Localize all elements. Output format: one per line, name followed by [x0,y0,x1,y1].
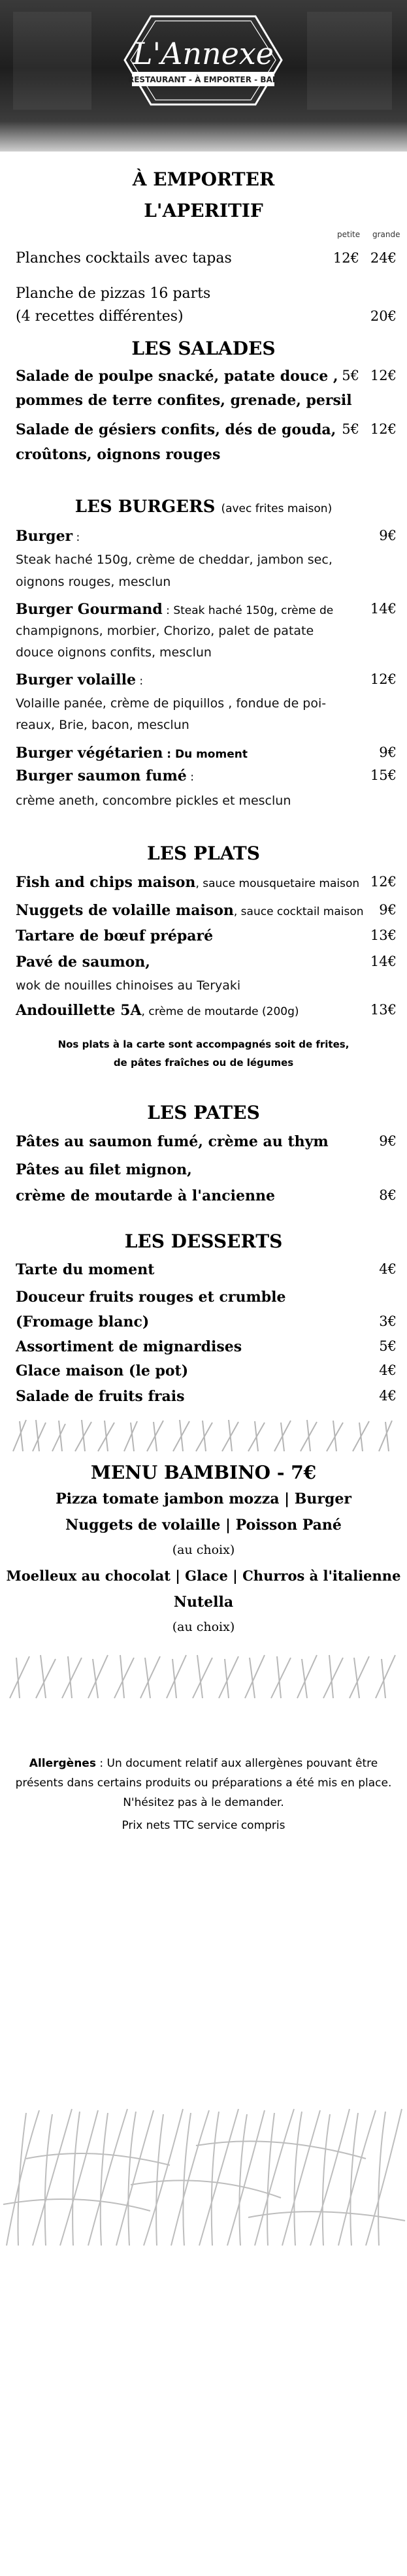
logo-name: L'Annexe [132,36,274,71]
burger-5-title [16,767,194,784]
burger-name: Burger végétarien [16,745,163,762]
price: 15€ [370,767,397,783]
prix-nets: Prix nets TTC service compris [122,1819,285,1832]
price: 4€ [379,1261,397,1277]
pates-2-line1: Pâtes au filet mignon, [16,1161,192,1178]
burgers-title-text: LES BURGERS [74,497,216,517]
salade-1-line1: Salade de poulpe snacké, patate douce , [16,368,338,385]
burger-sep: : Steak haché 150g, crème de [162,604,334,617]
title-emporter: À EMPORTER [132,169,275,190]
price: 12€ [370,671,397,687]
col-grande: grande [372,230,400,239]
burger-1-title [16,528,80,545]
aperitif-item-pizzas: Planche de pizzas 16 parts [16,285,211,302]
pates-2-line2: crème de moutarde à l'ancienne [16,1187,275,1204]
salade-2-line2: croûtons, oignons rouges [16,446,221,463]
title-plats: LES PLATS [147,843,260,864]
price: 9€ [379,1133,397,1149]
price-petite: 12€ [333,250,359,266]
plat-5 [16,1002,299,1019]
plat-1 [16,874,359,891]
logo-tagline: RESTAURANT - À EMPORTER - BAR [127,75,279,84]
burger-name: Burger [16,528,73,545]
burger-name: Burger volaille [16,671,136,688]
price: 8€ [379,1187,397,1203]
allergen-line-3: N'hésitez pas à le demander. [123,1796,284,1809]
title-burgers [0,497,407,517]
plats-note-2: de pâtes fraîches ou de légumes [113,1057,294,1069]
price-grande: 12€ [370,368,397,383]
burger-4-title [16,745,248,762]
plat-4: Pavé de saumon, [16,954,150,971]
allergen-label: Allergènes [29,1757,96,1770]
bambino-choix-2: (au choix) [172,1620,235,1634]
plat-sub: , sauce mousquetaire maison [195,877,360,890]
price: 3€ [379,1313,397,1329]
price: 4€ [379,1362,397,1378]
dessert-5: Salade de fruits frais [16,1388,185,1405]
allergen-text: : Un document relatif aux allergènes pouvant être [95,1757,378,1770]
decorative-grass-band [0,1419,407,1453]
burger-3-desc-1: Volaille panée, crème de piquillos , fondue de poi- [16,696,327,711]
burger-2-desc-2: douce oignons confits, mesclun [16,645,212,660]
header-banner [0,0,407,152]
burger-name: Burger Gourmand [16,601,163,618]
bambino-line-4: Nutella [173,1594,234,1611]
price: 14€ [370,601,397,617]
col-petite: petite [337,230,361,239]
dessert-4: Glace maison (le pot) [16,1362,189,1379]
price: 9€ [379,745,397,760]
price: 20€ [370,308,397,324]
title-desserts: LES DESSERTS [124,1231,283,1252]
burger-sep: : Du moment [163,748,248,761]
salade-1-line2: pommes de terre confites, grenade, persil [16,392,352,409]
bambino-line-3: Moelleux au chocolat | Glace | Churros à l'italienne [6,1568,401,1584]
burger-sep: : [73,531,80,544]
burger-1-desc-2: oignons rouges, mesclun [16,575,171,589]
plat-2 [16,902,364,919]
burger-2-title [16,601,333,618]
bambino-choix-1: (au choix) [172,1543,235,1557]
price: 9€ [379,528,397,543]
burger-sep: : [135,675,144,688]
plat-4-line2: wok de nouilles chinoises au Teryaki [16,978,241,993]
price: 13€ [370,927,397,943]
title-pates: LES PATES [147,1102,260,1123]
price: 5€ [379,1338,397,1354]
plat-name: Andouillette 5A [16,1002,142,1019]
plats-note-1: Nos plats à la carte sont accompagnés soit de frites, [57,1038,350,1050]
allergen-line-2: présents dans certains produits ou préparations a été mis en place. [15,1777,392,1790]
plat-name: Fish and chips maison [16,874,196,891]
plat-sub: , sauce cocktail maison [233,905,364,918]
burger-3-desc-2: reaux, Brie, bacon, mesclun [16,718,189,732]
restaurant-logo [122,13,285,108]
dessert-2-line2: (Fromage blanc) [16,1313,150,1330]
plat-name: Nuggets de volaille maison [16,902,234,919]
burger-2-desc-1: champignons, morbier, Chorizo, palet de patate [16,624,314,638]
allergen-line-1 [0,1757,407,1770]
price-petite: 5€ [342,368,359,383]
aperitif-item-planches: Planches cocktails avec tapas [16,250,232,266]
price-grande: 24€ [370,250,397,266]
title-bambino: MENU BAMBINO - 7€ [90,1462,317,1483]
title-salades: LES SALADES [131,338,276,359]
dessert-1: Tarte du moment [16,1261,155,1278]
plat-3: Tartare de bœuf préparé [16,927,214,944]
price-petite: 5€ [342,421,359,437]
salade-2-line1: Salade de gésiers confits, dés de gouda, [16,421,336,438]
price: 13€ [370,1002,397,1018]
decorative-grass-band [0,1654,407,1699]
price: 12€ [370,874,397,890]
price: 4€ [379,1388,397,1404]
burger-1-desc-1: Steak haché 150g, crème de cheddar, jambon sec, [16,553,333,567]
title-aperitif: L'APERITIF [144,200,263,221]
price-grande: 12€ [370,421,397,437]
dessert-3: Assortiment de mignardises [16,1338,242,1355]
price: 9€ [379,902,397,918]
price: 14€ [370,954,397,969]
bambino-line-2: Nuggets de volaille | Poisson Pané [65,1517,342,1534]
burger-3-title [16,671,143,688]
decorative-grass-band [0,2106,407,2247]
pates-1: Pâtes au saumon fumé, crème au thym [16,1133,329,1150]
aperitif-item-pizzas-detail: (4 recettes différentes) [16,308,184,325]
burger-sep: : [186,771,194,784]
burgers-title-sub: (avec frites maison) [221,502,333,515]
plat-sub: , crème de moutarde (200g) [141,1005,299,1018]
burger-name: Burger saumon fumé [16,767,187,784]
burger-5-desc-1: crème aneth, concombre pickles et mesclun [16,794,291,808]
dessert-2-line1: Douceur fruits rouges et crumble [16,1289,286,1306]
bambino-line-1: Pizza tomate jambon mozza | Burger [56,1490,351,1507]
